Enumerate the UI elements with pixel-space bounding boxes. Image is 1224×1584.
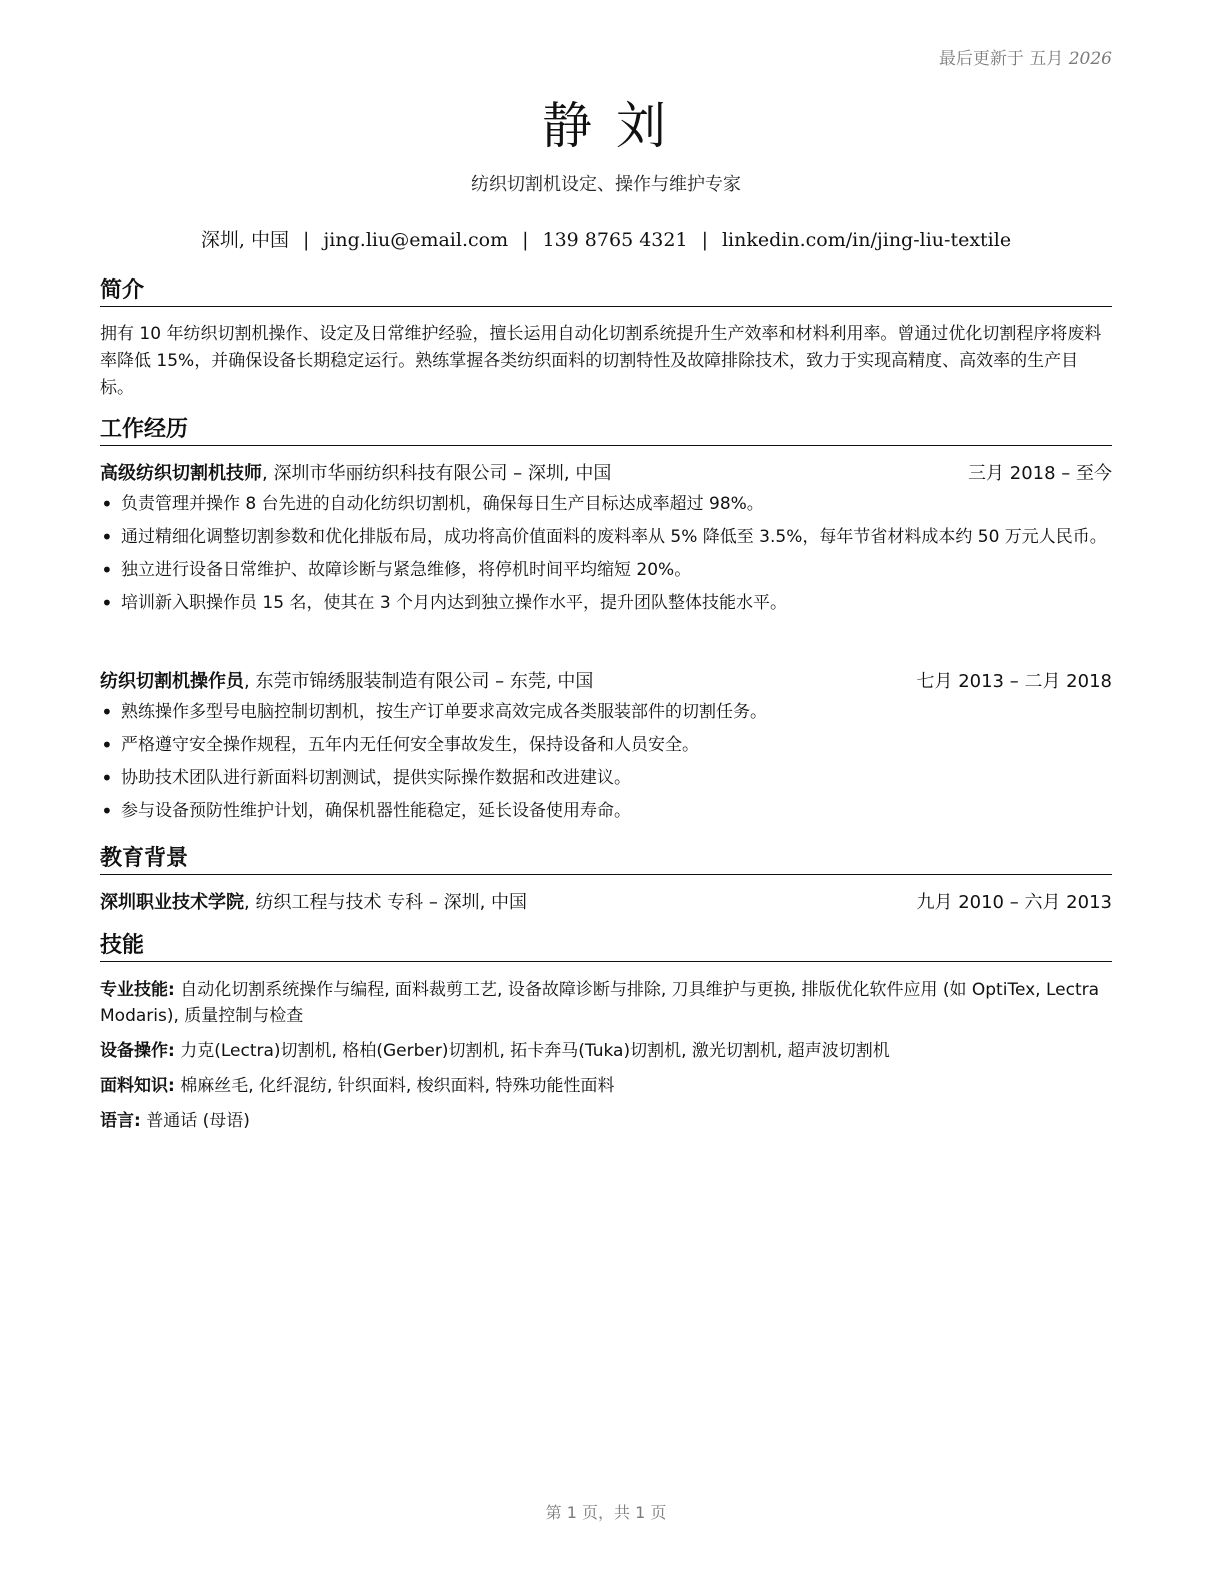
- section-title-education: 教育背景: [100, 845, 1112, 875]
- job-header: [100, 670, 1112, 694]
- list-item: • 熟练操作多型号电脑控制切割机，按生产订单要求高效完成各类服装部件的切割任务。: [100, 700, 1112, 725]
- skill-label: 设备操作:: [100, 1041, 175, 1061]
- contact-email[interactable]: jing.liu@email.com: [323, 229, 509, 251]
- list-item: • 协助技术团队进行新面料切割测试，提供实际操作数据和改进建议。: [100, 766, 1112, 791]
- skill-value: 自动化切割系统操作与编程, 面料裁剪工艺, 设备故障诊断与排除, 刀具维护与更换, 排版优化软件应用 (如 OptiTex, Lectra Modaris), 质量控制与检查: [100, 980, 1100, 1026]
- list-item: • 严格遵守安全操作规程，五年内无任何安全事故发生，保持设备和人员安全。: [100, 733, 1112, 758]
- contact-linkedin[interactable]: linkedin.com/in/jing-liu-textile: [721, 229, 1012, 251]
- education-dates: 九月 2010 – 六月 2013: [916, 892, 1112, 913]
- job-header: [100, 462, 1112, 486]
- job-company: , 深圳市华丽纺织科技有限公司 – 深圳, 中国: [262, 463, 612, 484]
- education-detail: , 纺织工程与技术 专科 – 深圳, 中国: [244, 892, 528, 913]
- job-company: , 东莞市锦绣服装制造有限公司 – 东莞, 中国: [244, 671, 594, 692]
- skill-value: 棉麻丝毛, 化纤混纺, 针织面料, 梭织面料, 特殊功能性面料: [174, 1076, 615, 1096]
- education-entry: [100, 891, 1112, 915]
- skill-row: [100, 1073, 1112, 1099]
- last-updated: 最后更新于 五月 2026: [938, 49, 1112, 69]
- candidate-name: 静 刘: [542, 97, 670, 155]
- job-bullets: [100, 700, 1112, 832]
- section-title-summary: 简介: [100, 277, 1112, 307]
- contact-line: [100, 225, 1112, 252]
- job-dates: 三月 2018 – 至今: [968, 463, 1112, 484]
- job-dates: 七月 2013 – 二月 2018: [916, 671, 1112, 692]
- education-school: 深圳职业技术学院: [100, 892, 244, 913]
- list-item: • 独立进行设备日常维护、故障诊断与紧急维修，将停机时间平均缩短 20%。: [100, 558, 1112, 583]
- job-bullets: [100, 492, 1112, 624]
- resume-page: [100, 0, 1112, 1584]
- section-title-experience: 工作经历: [100, 416, 1112, 446]
- contact-phone[interactable]: 139 8765 4321: [542, 229, 688, 251]
- contact-separator: |: [303, 229, 310, 251]
- skill-label: 专业技能:: [100, 980, 175, 1000]
- job-role: 纺织切割机操作员: [100, 671, 244, 692]
- job-role: 高级纺织切割机技师: [100, 463, 262, 484]
- skill-label: 面料知识:: [100, 1076, 175, 1096]
- list-item: • 通过精细化调整切割参数和优化排版布局，成功将高价值面料的废料率从 5% 降低至 3.5%，每年节省材料成本约 50 万元人民币。: [100, 525, 1112, 550]
- contact-location: 深圳, 中国: [200, 229, 289, 251]
- section-title-skills: 技能: [100, 932, 1112, 962]
- list-item: • 负责管理并操作 8 台先进的自动化纺织切割机，确保每日生产目标达成率超过 98%。: [100, 492, 1112, 517]
- list-item: • 培训新入职操作员 15 名，使其在 3 个月内达到独立操作水平，提升团队整体技能水平。: [100, 591, 1112, 616]
- page-number: 第 1 页，共 1 页: [545, 1503, 667, 1522]
- skill-row: [100, 1108, 1112, 1134]
- last-updated-year: 2026: [1068, 49, 1112, 69]
- skill-row: [100, 1038, 1112, 1064]
- skill-value: 力克(Lectra)切割机, 格柏(Gerber)切割机, 拓卡奔马(Tuka)切割机, 激光切割机, 超声波切割机: [174, 1041, 890, 1061]
- skill-row: [100, 977, 1112, 1029]
- contact-separator: |: [701, 229, 708, 251]
- skill-value: 普通话 (母语): [140, 1111, 250, 1131]
- summary-text: 拥有 10 年纺织切割机操作、设定及日常维护经验，擅长运用自动化切割系统提升生产效率和材料利用率。曾通过优化切割程序将废料率降低 15%，并确保设备长期稳定运行。熟练掌握各类纺织面料的切割特性及故障排除技术，致力于实现高精度、高效率的生产目标。: [100, 324, 1102, 398]
- candidate-headline: 纺织切割机设定、操作与维护专家: [471, 174, 741, 195]
- contact-separator: |: [522, 229, 529, 251]
- skill-label: 语言:: [100, 1111, 141, 1131]
- list-item: • 参与设备预防性维护计划，确保机器性能稳定，延长设备使用寿命。: [100, 799, 1112, 824]
